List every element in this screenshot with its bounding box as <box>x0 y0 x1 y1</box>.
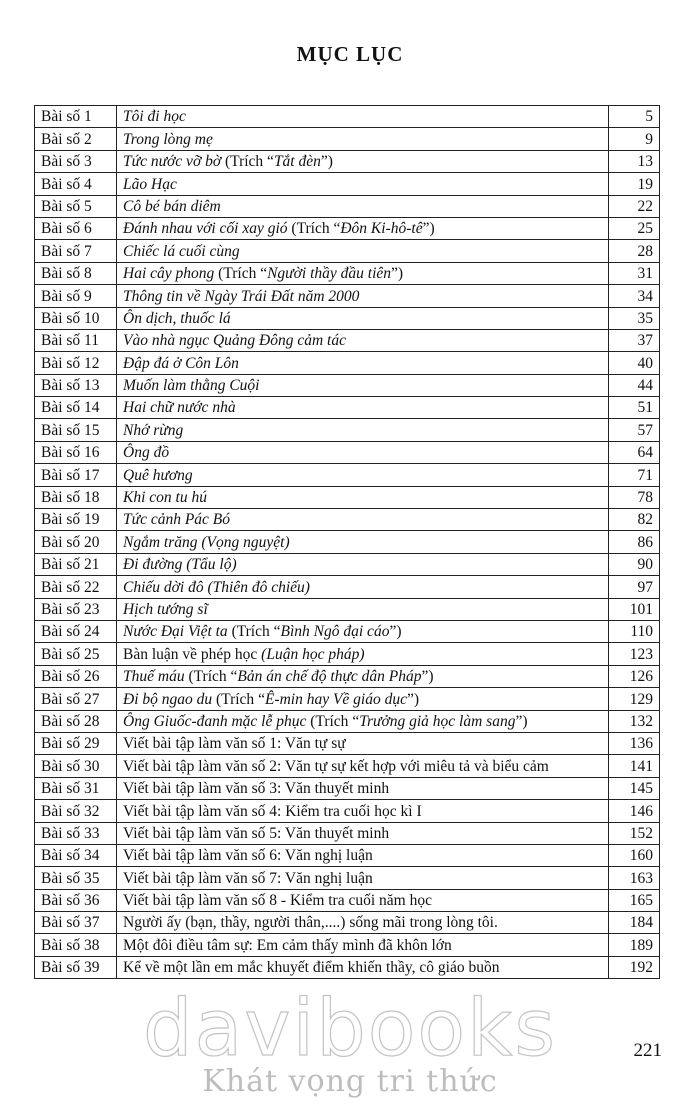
table-row <box>35 643 660 665</box>
page-ref: 132 <box>609 710 660 732</box>
table-row <box>35 486 660 508</box>
lesson-title-italic: Nước Đại Việt ta <box>123 623 228 641</box>
page-ref: 192 <box>609 956 660 978</box>
page-ref: 163 <box>609 867 660 889</box>
table-row <box>35 262 660 284</box>
toc-body <box>35 106 660 979</box>
lesson-title <box>117 755 609 777</box>
page-ref: 31 <box>609 262 660 284</box>
lesson-title-text: Bàn luận về phép học <box>123 645 262 663</box>
lesson-number: Bài số 26 <box>35 665 117 687</box>
page-ref: 86 <box>609 531 660 553</box>
table-row <box>35 441 660 463</box>
lesson-title-italic: Hai cây phong <box>123 265 215 283</box>
lesson-title <box>117 128 609 150</box>
lesson-number: Bài số 22 <box>35 576 117 598</box>
page-ref: 37 <box>609 329 660 351</box>
lesson-number: Bài số 6 <box>35 217 117 239</box>
table-row <box>35 732 660 754</box>
watermark-slogan: Khát vọng tri thức <box>202 1064 498 1099</box>
lesson-title <box>117 173 609 195</box>
page-title: MỤC LỤC <box>296 42 404 66</box>
lesson-title-italic: Nhớ rừng <box>123 421 184 439</box>
lesson-source: Đôn Ki-hô-tê <box>340 220 423 238</box>
table-row <box>35 956 660 978</box>
table-row <box>35 150 660 172</box>
lesson-title <box>117 397 609 419</box>
table-row <box>35 710 660 732</box>
lesson-title <box>117 844 609 866</box>
table-row <box>35 889 660 911</box>
table-row <box>35 912 660 934</box>
lesson-title <box>117 598 609 620</box>
table-row <box>35 240 660 262</box>
lesson-source: Bản án chế độ thực dân Pháp <box>237 668 422 686</box>
table-row <box>35 822 660 844</box>
page-ref: 64 <box>609 441 660 463</box>
table-row <box>35 217 660 239</box>
page-ref: 35 <box>609 307 660 329</box>
table-row <box>35 576 660 598</box>
lesson-title <box>117 553 609 575</box>
lesson-title-text: Viết bài tập làm văn số 5: Văn thuyết minh <box>123 824 390 842</box>
lesson-number: Bài số 9 <box>35 285 117 307</box>
lesson-title: Đi bộ ngao du (Trích “Ê-min hay Về giáo dục”) <box>117 688 609 710</box>
lesson-title-text: Người ấy (bạn, thầy, người thân,....) sống mãi trong lòng tôi. <box>123 914 498 932</box>
lesson-title-italic: Đánh nhau với cối xay gió <box>123 220 288 238</box>
lesson-title-italic: Vào nhà ngục Quảng Đông cảm tác <box>123 332 346 350</box>
page-ref: 82 <box>609 509 660 531</box>
lesson-title-text: Viết bài tập làm văn số 7: Văn nghị luận <box>123 869 373 887</box>
page-ref: 146 <box>609 800 660 822</box>
lesson-number: Bài số 30 <box>35 755 117 777</box>
lesson-title-text: Viết bài tập làm văn số 4: Kiểm tra cuối học kì I <box>123 802 422 820</box>
page-ref: 13 <box>609 150 660 172</box>
lesson-number: Bài số 38 <box>35 934 117 956</box>
page-ref: 25 <box>609 217 660 239</box>
lesson-number: Bài số 23 <box>35 598 117 620</box>
lesson-title: Đánh nhau với cối xay gió (Trích “Đôn Ki-hô-tê”) <box>117 217 609 239</box>
lesson-title-text: Viết bài tập làm văn số 6: Văn nghị luận <box>123 847 373 865</box>
page-ref: 5 <box>609 106 660 128</box>
page-ref: 110 <box>609 620 660 642</box>
lesson-number: Bài số 29 <box>35 732 117 754</box>
lesson-title <box>117 867 609 889</box>
lesson-number: Bài số 14 <box>35 397 117 419</box>
page-ref: 129 <box>609 688 660 710</box>
table-row <box>35 285 660 307</box>
table-row <box>35 374 660 396</box>
lesson-source: Bình Ngô đại cáo <box>280 623 390 641</box>
lesson-number: Bài số 39 <box>35 956 117 978</box>
lesson-title-italic: Thuế máu <box>123 668 185 686</box>
lesson-title-italic: Ông Giuốc-đanh mặc lễ phục <box>123 712 307 730</box>
table-row <box>35 173 660 195</box>
lesson-title <box>117 934 609 956</box>
page-number: 221 <box>633 1040 662 1061</box>
lesson-number: Bài số 2 <box>35 128 117 150</box>
table-row <box>35 844 660 866</box>
table-of-contents <box>34 105 660 979</box>
lesson-title-italic: Đi đường (Tẩu lộ) <box>123 556 237 574</box>
table-row <box>35 688 660 710</box>
lesson-title <box>117 374 609 396</box>
page-ref: 78 <box>609 486 660 508</box>
lesson-number: Bài số 18 <box>35 486 117 508</box>
lesson-number: Bài số 28 <box>35 710 117 732</box>
lesson-title: Nước Đại Việt ta (Trích “Bình Ngô đại cáo”) <box>117 620 609 642</box>
lesson-title <box>117 486 609 508</box>
lesson-number: Bài số 27 <box>35 688 117 710</box>
lesson-title-italic: Ngắm trăng (Vọng nguyệt) <box>123 533 290 551</box>
page-ref: 71 <box>609 464 660 486</box>
table-row <box>35 329 660 351</box>
table-row <box>35 800 660 822</box>
page-ref: 28 <box>609 240 660 262</box>
lesson-number: Bài số 7 <box>35 240 117 262</box>
lesson-title-italic: Đi bộ ngao du <box>123 690 213 708</box>
lesson-title <box>117 106 609 128</box>
page-ref: 9 <box>609 128 660 150</box>
page-ref: 22 <box>609 195 660 217</box>
lesson-title: Thuế máu (Trích “Bản án chế độ thực dân Pháp”) <box>117 665 609 687</box>
lesson-title <box>117 285 609 307</box>
lesson-title <box>117 195 609 217</box>
lesson-title <box>117 509 609 531</box>
table-row <box>35 531 660 553</box>
lesson-title <box>117 531 609 553</box>
lesson-title-italic: Cô bé bán diêm <box>123 197 221 215</box>
lesson-number: Bài số 11 <box>35 329 117 351</box>
watermark-brand: davibooks <box>143 984 557 1074</box>
lesson-title <box>117 329 609 351</box>
lesson-title-italic: Tức nước vỡ bờ <box>123 153 222 171</box>
lesson-title-italic: Lão Hạc <box>123 175 177 193</box>
lesson-number: Bài số 19 <box>35 509 117 531</box>
lesson-number: Bài số 12 <box>35 352 117 374</box>
page-ref: 165 <box>609 889 660 911</box>
page-ref: 90 <box>609 553 660 575</box>
lesson-title-italic: Chiếc lá cuối cùng <box>123 242 240 260</box>
lesson-number: Bài số 33 <box>35 822 117 844</box>
page-ref: 141 <box>609 755 660 777</box>
table-row <box>35 777 660 799</box>
lesson-title <box>117 643 609 665</box>
page-ref: 123 <box>609 643 660 665</box>
lesson-number: Bài số 8 <box>35 262 117 284</box>
page-ref: 101 <box>609 598 660 620</box>
lesson-number: Bài số 16 <box>35 441 117 463</box>
lesson-number: Bài số 17 <box>35 464 117 486</box>
lesson-title-italic: (Luận học pháp) <box>261 645 365 663</box>
table-row <box>35 867 660 889</box>
lesson-title-text: Kể về một lần em mắc khuyết điểm khiến thầy, cô giáo buồn <box>123 959 500 977</box>
lesson-title-text: Viết bài tập làm văn số 3: Văn thuyết minh <box>123 780 390 798</box>
page-ref: 44 <box>609 374 660 396</box>
lesson-number: Bài số 35 <box>35 867 117 889</box>
lesson-title-italic: Ôn dịch, thuốc lá <box>123 309 231 327</box>
table-row <box>35 598 660 620</box>
lesson-title <box>117 912 609 934</box>
lesson-number: Bài số 15 <box>35 419 117 441</box>
lesson-source: Trưởng giả học làm sang <box>359 712 516 730</box>
lesson-title-text: Viết bài tập làm văn số 8 - Kiểm tra cuối năm học <box>123 892 432 910</box>
table-row <box>35 106 660 128</box>
lesson-title-italic: Hịch tướng sĩ <box>123 600 208 618</box>
lesson-number: Bài số 25 <box>35 643 117 665</box>
page-ref: 97 <box>609 576 660 598</box>
lesson-title <box>117 419 609 441</box>
lesson-title-italic: Thông tin về Ngày Trái Đất năm 2000 <box>123 287 360 305</box>
lesson-title <box>117 464 609 486</box>
page-ref: 145 <box>609 777 660 799</box>
lesson-number: Bài số 36 <box>35 889 117 911</box>
lesson-title-italic: Đập đá ở Côn Lôn <box>123 354 239 372</box>
page-ref: 51 <box>609 397 660 419</box>
page-ref: 57 <box>609 419 660 441</box>
lesson-title <box>117 240 609 262</box>
lesson-number: Bài số 4 <box>35 173 117 195</box>
lesson-number: Bài số 21 <box>35 553 117 575</box>
lesson-title <box>117 576 609 598</box>
lesson-title <box>117 956 609 978</box>
lesson-title-italic: Chiếu dời đô (Thiên đô chiếu) <box>123 578 310 596</box>
lesson-number: Bài số 1 <box>35 106 117 128</box>
lesson-title-italic: Trong lòng mẹ <box>123 130 213 148</box>
page-ref: 40 <box>609 352 660 374</box>
lesson-title <box>117 777 609 799</box>
lesson-title-italic: Hai chữ nước nhà <box>123 399 236 417</box>
page-ref: 34 <box>609 285 660 307</box>
lesson-source: Người thầy đầu tiên <box>267 265 392 283</box>
lesson-title-italic: Tức cảnh Pác Bó <box>123 511 231 529</box>
lesson-title: Hai cây phong (Trích “Người thầy đầu tiên”) <box>117 262 609 284</box>
table-row <box>35 755 660 777</box>
table-row <box>35 307 660 329</box>
page-ref: 189 <box>609 934 660 956</box>
page-ref: 160 <box>609 844 660 866</box>
lesson-source: Ê-min hay Về giáo dục <box>264 690 407 708</box>
lesson-title-italic: Ông đồ <box>123 444 170 462</box>
lesson-title-italic: Khi con tu hú <box>123 489 207 507</box>
lesson-number: Bài số 10 <box>35 307 117 329</box>
lesson-title: Ông Giuốc-đanh mặc lễ phục (Trích “Trưởng giả học làm sang”) <box>117 710 609 732</box>
lesson-number: Bài số 5 <box>35 195 117 217</box>
table-row <box>35 464 660 486</box>
lesson-title <box>117 352 609 374</box>
page-ref: 19 <box>609 173 660 195</box>
page-ref: 152 <box>609 822 660 844</box>
table-row <box>35 419 660 441</box>
lesson-title-text: Một đôi điều tâm sự: Em cảm thấy mình đã khôn lớn <box>123 936 452 954</box>
table-row <box>35 195 660 217</box>
lesson-number: Bài số 32 <box>35 800 117 822</box>
lesson-title <box>117 822 609 844</box>
table-row <box>35 509 660 531</box>
page-ref: 126 <box>609 665 660 687</box>
lesson-number: Bài số 37 <box>35 912 117 934</box>
lesson-title-italic: Tôi đi học <box>123 108 186 126</box>
table-row <box>35 665 660 687</box>
lesson-title-italic: Muốn làm thằng Cuội <box>123 377 260 395</box>
table-row <box>35 934 660 956</box>
lesson-title <box>117 889 609 911</box>
table-row <box>35 128 660 150</box>
page-ref: 136 <box>609 732 660 754</box>
table-row <box>35 352 660 374</box>
page-ref: 184 <box>609 912 660 934</box>
lesson-title <box>117 441 609 463</box>
lesson-number: Bài số 13 <box>35 374 117 396</box>
table-row <box>35 620 660 642</box>
lesson-source: Tắt đèn <box>273 153 321 171</box>
lesson-number: Bài số 3 <box>35 150 117 172</box>
lesson-title-text: Viết bài tập làm văn số 2: Văn tự sự kết hợp với miêu tả và biểu cảm <box>123 757 549 775</box>
lesson-title: Tức nước vỡ bờ (Trích “Tắt đèn”) <box>117 150 609 172</box>
lesson-title-text: Viết bài tập làm văn số 1: Văn tự sự <box>123 735 346 753</box>
lesson-title <box>117 732 609 754</box>
lesson-title-italic: Quê hương <box>123 466 193 484</box>
table-row <box>35 553 660 575</box>
table-row <box>35 397 660 419</box>
lesson-title <box>117 800 609 822</box>
lesson-number: Bài số 20 <box>35 531 117 553</box>
lesson-number: Bài số 31 <box>35 777 117 799</box>
lesson-number: Bài số 24 <box>35 620 117 642</box>
lesson-number: Bài số 34 <box>35 844 117 866</box>
lesson-title <box>117 307 609 329</box>
